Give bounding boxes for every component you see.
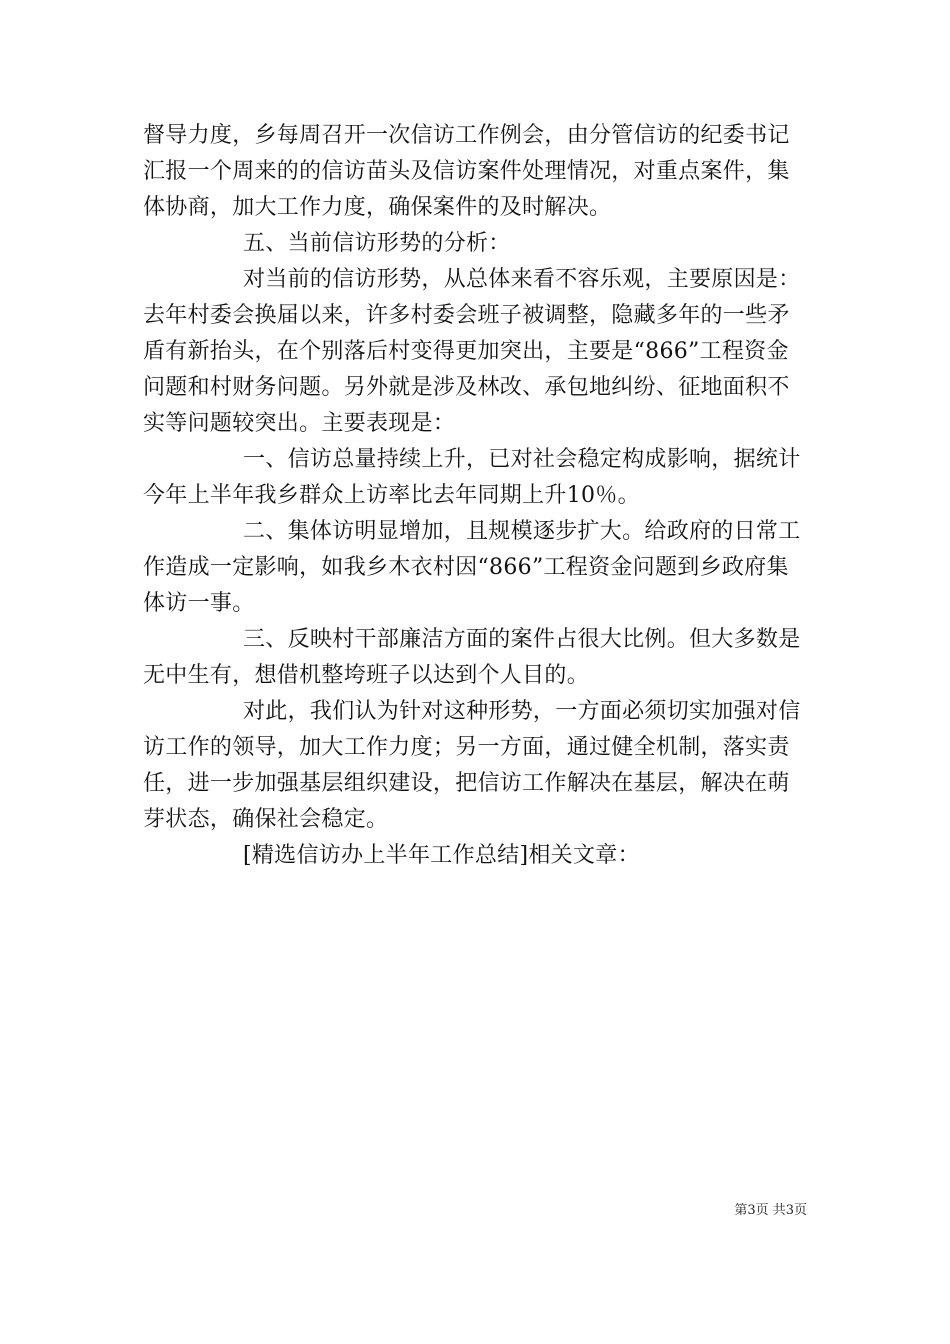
text-line: 盾有新抬头，在个别落后村变得更加突出，主要是“866”工程资金	[143, 339, 789, 364]
text-line: 三、反映村干部廉洁方面的案件占很大比例。但大多数是	[243, 627, 801, 652]
text-line: 作造成一定影响，如我乡木衣村因“866”工程资金问题到乡政府集	[143, 555, 789, 580]
text-line: 体协商，加大工作力度，确保案件的及时解决。	[143, 195, 612, 220]
text-line: 对此，我们认为针对这种形势，一方面必须切实加强对信	[243, 699, 801, 724]
text-line: 去年村委会换届以来，许多村委会班子被调整，隐藏多年的一些矛	[143, 303, 790, 328]
document-body	[143, 118, 807, 874]
text-line: 任，进一步加强基层组织建设，把信访工作解决在基层，解决在萌	[143, 771, 790, 796]
text-line: 汇报一个周来的的信访苗头及信访案件处理情况，对重点案件，集	[143, 159, 790, 184]
text-line: 督导力度，乡每周召开一次信访工作例会，由分管信访的纪委书记	[143, 123, 790, 148]
text-line: 实等问题较突出。主要表现是：	[143, 411, 456, 436]
text-line: 二、集体访明显增加，且规模逐步扩大。给政府的日常工	[243, 519, 801, 544]
text-line: 体访一事。	[143, 591, 255, 616]
text-line: 访工作的领导，加大工作力度；另一方面，通过健全机制，落实责	[143, 735, 790, 760]
text-line: 无中生有，想借机整垮班子以达到个人目的。	[143, 663, 590, 688]
section-heading: 五、当前信访形势的分析：	[243, 231, 511, 256]
related-articles-label: [精选信访办上半年工作总结]相关文章：	[243, 843, 640, 868]
text-line: 一、信访总量持续上升，已对社会稳定构成影响，据统计	[243, 447, 801, 472]
text-line: 今年上半年我乡群众上访率比去年同期上升10％。	[143, 483, 640, 508]
page-number: 第3页 共3页	[734, 1203, 807, 1218]
text-line: 问题和村财务问题。另外就是涉及林改、承包地纠纷、征地面积不	[143, 375, 790, 400]
text-line: 对当前的信访形势，从总体来看不容乐观，主要原因是：	[243, 267, 801, 292]
text-line: 芽状态，确保社会稳定。	[143, 807, 389, 832]
